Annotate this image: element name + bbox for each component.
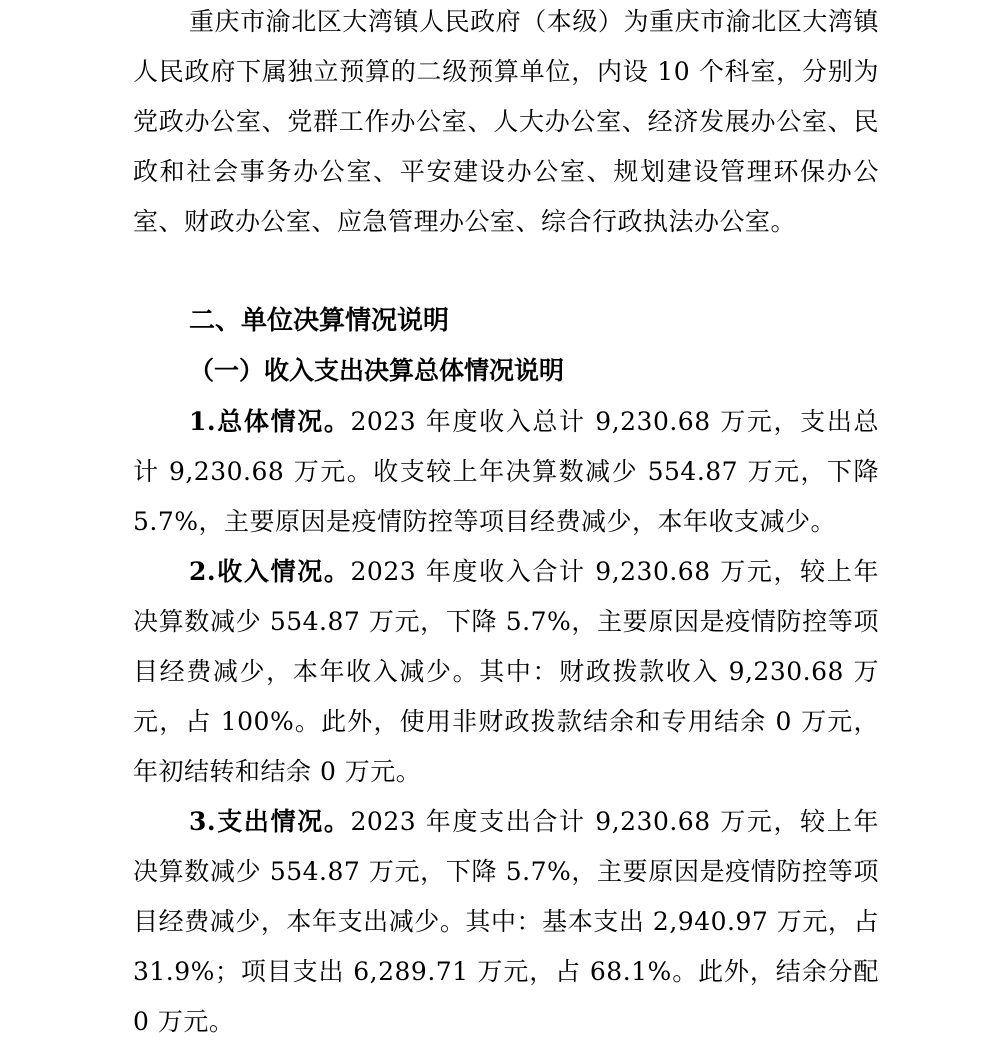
item-income-paragraph [133,547,879,797]
item-overall-text: 2023 年度收入总计 9,230.68 万元，支出总计 9,230.68 万元。收支较上年决算数减少 554.87 万元，下降 5.7%，主要原因是疫情防控等项目经费减少，本年收支减少。 [133,407,879,536]
subsection-heading: （一）收入支出决算总体情况说明 [189,356,565,385]
item-expense-text: 2023 年度支出合计 9,230.68 万元，较上年决算数减少 554.87 万元，下降 5.7%，主要原因是疫情防控等项目经费减少，本年支出减少。其中：基本支出 2,940.97 万元，占 31.9%；项目支出 6,289.71 万元，占 68.1%。此外，结余分配 0 万元。 [133,807,879,1036]
item-income-text: 2023 年度收入合计 9,230.68 万元，较上年决算数减少 554.87 万元，下降 5.7%，主要原因是疫情防控等项目经费减少，本年收入减少。其中：财政拨款收入 9,230.68 万元，占 100%。此外，使用非财政拨款结余和专用结余 0 万元，年初结转和结余 0 万元。 [133,557,879,786]
item-expense-label: 3.支出情况。 [189,807,351,836]
item-overall-paragraph [133,397,879,547]
item-overall-label: 1.总体情况。 [189,407,351,436]
section-heading: 二、单位决算情况说明 [189,306,450,336]
item-expense-paragraph [133,797,879,1047]
item-income-label: 2.收入情况。 [189,557,351,586]
intro-paragraph: 重庆市渝北区大湾镇人民政府（本级）为重庆市渝北区大湾镇人民政府下属独立预算的二级预算单位，内设 10 个科室，分别为党政办公室、党群工作办公室、人大办公室、经济发展办公室、民政和社会事务办公室、平安建设办公室、规划建设管理环保办公室、财政办公室、应急管理办公室、综合行政执法办公室。 [133,7,879,236]
